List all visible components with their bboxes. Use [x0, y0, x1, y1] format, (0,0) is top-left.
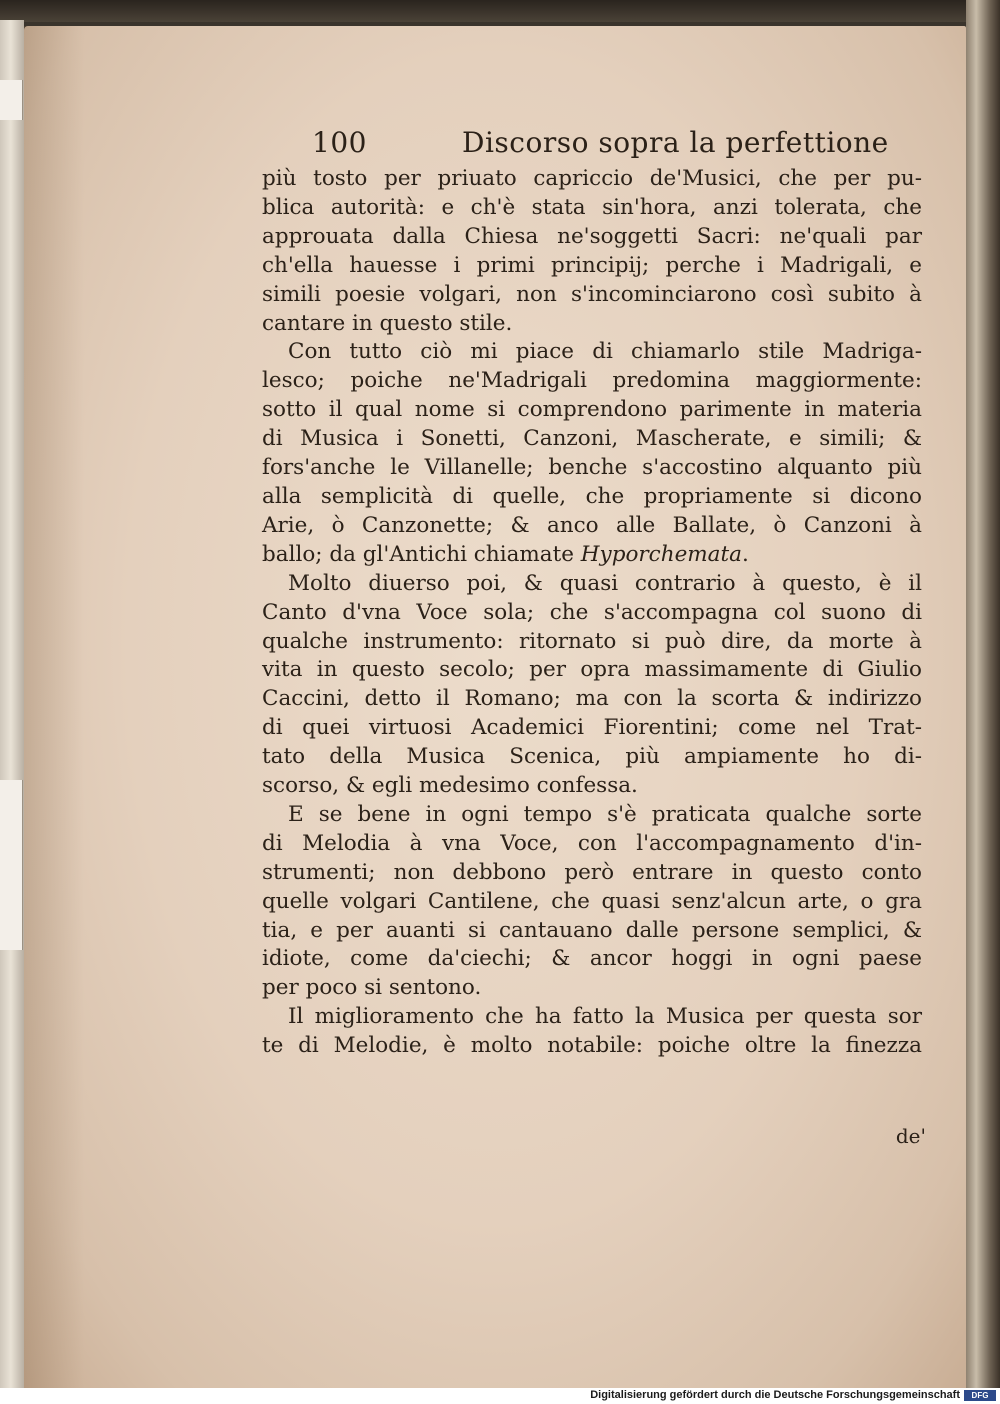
text-line: approuata dalla Chiesa ne'soggetti Sacri: ne'quali par	[262, 223, 922, 249]
text-line: vita in questo secolo; per opra massimamente di Giulio	[262, 657, 922, 683]
text-line: per poco si sentono.	[262, 975, 482, 1001]
page-text-block	[262, 126, 922, 1061]
paragraph-2	[262, 338, 922, 569]
text-line: fors'anche le Villanelle; benche s'accostino alquanto più	[262, 455, 922, 481]
text-line: Il miglioramento che ha fatto la Musica per questa sor	[288, 1004, 922, 1030]
running-title: Discorso sopra la perfettione	[462, 126, 889, 159]
italic-term: Hyporchemata	[580, 541, 742, 567]
text-line: blica autorità: e ch'è stata sin'hora, anzi tolerata, che	[262, 194, 922, 220]
text-fragment: ballo; da gl'Antichi chiamate	[262, 541, 581, 567]
text-line: E se bene in ogni tempo s'è praticata qualche sorte	[288, 801, 922, 827]
paragraph-1	[262, 165, 922, 338]
digitization-footer	[0, 1388, 1000, 1404]
text-line: lesco; poiche ne'Madrigali predomina maggiormente:	[262, 368, 922, 394]
text-line: tato della Musica Scenica, più ampiamente ho di-	[262, 744, 922, 770]
text-line: Arie, ò Canzonette; & anco alle Ballate, ò Canzoni à	[262, 512, 922, 538]
text-line: di quei virtuosi Academici Fiorentini; come nel Trat-	[262, 715, 922, 741]
text-line: scorso, & egli medesimo confessa.	[262, 773, 638, 799]
dfg-logo-icon: DFG	[964, 1390, 996, 1401]
running-head	[262, 126, 922, 159]
text-line: cantare in questo stile.	[262, 310, 513, 336]
text-fragment: .	[741, 541, 749, 567]
text-line: più tosto per priuato capriccio de'Musici, che per pu-	[262, 166, 922, 191]
text-line: te di Melodie, è molto notabile: poiche oltre la finezza	[262, 1033, 922, 1059]
book-page	[24, 26, 966, 1388]
text-line: tia, e per auanti si cantauano dalle persone semplici, &	[262, 917, 922, 943]
text-line: ch'ella hauesse i primi principij; perche i Madrigali, e	[262, 252, 922, 278]
text-line: Molto diuerso poi, & quasi contrario à questo, è il	[288, 570, 922, 596]
funding-credit: Digitalisierung gefördert durch die Deutsche Forschungsgemeinschaft	[590, 1389, 960, 1401]
scan-top-edge	[0, 0, 1000, 22]
text-line: qualche instrumento: ritornato si può dire, da morte à	[262, 628, 922, 654]
book-fore-edge	[966, 0, 1000, 1388]
catchword: de'	[895, 1124, 926, 1148]
text-line: Con tutto ciò mi piace di chiamarlo stile Madriga-	[288, 339, 922, 365]
page-number: 100	[312, 126, 367, 159]
text-line: simili poesie volgari, non s'incominciarono così subito à	[262, 281, 922, 307]
left-page-edge	[0, 20, 24, 1388]
text-line: di Musica i Sonetti, Canzoni, Mascherate, e simili; &	[262, 426, 922, 452]
paragraph-4	[262, 801, 922, 1003]
text-line: alla semplicità di quelle, che propriamente si dicono	[262, 483, 922, 509]
paragraph-3	[262, 570, 922, 801]
paragraph-5	[262, 1003, 922, 1061]
text-line: quelle volgari Cantilene, che quasi senz'alcun arte, o gra	[262, 888, 922, 914]
text-line: Caccini, detto il Romano; ma con la scorta & indirizzo	[262, 686, 922, 712]
text-line: Canto d'vna Voce sola; che s'accompagna col suono di	[262, 599, 922, 625]
text-line: sotto il qual nome si comprendono parimente in materia	[262, 397, 922, 423]
text-line: idiote, come da'ciechi; & ancor hoggi in ogni paese	[262, 946, 922, 972]
text-line	[262, 541, 922, 570]
text-line: di Melodia à vna Voce, con l'accompagnamento d'in-	[262, 830, 922, 856]
text-line: strumenti; non debbono però entrare in questo conto	[262, 859, 922, 885]
